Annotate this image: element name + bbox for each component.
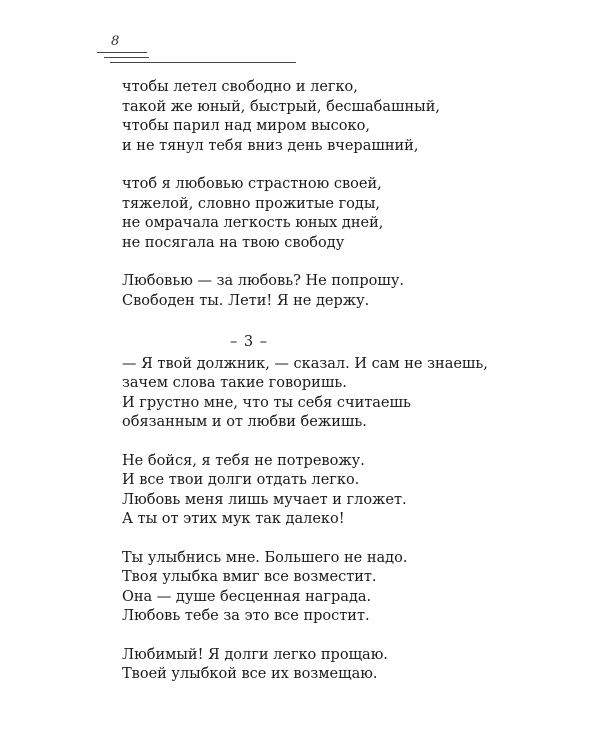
- poem-line: Любовью — за любовь? Не попрошу.: [122, 273, 405, 289]
- poem-line: Не бойся, я тебя не потревожу.: [122, 452, 365, 469]
- stanza: [122, 452, 488, 530]
- poem-line: И все твои долги отдать легко.: [122, 472, 360, 488]
- poem-line: обязанным и от любви бежишь.: [122, 414, 367, 430]
- poem-line: — Я твой должник, — сказал. И сам не знаешь,: [122, 355, 488, 372]
- header-rule: [110, 62, 296, 63]
- page-number: 8: [111, 34, 120, 49]
- poem-line: Она — душе бесценная награда.: [122, 588, 372, 605]
- poem-line: Любимый! Я долги легко прощаю.: [122, 646, 388, 663]
- poem-line: Твоя улыбка вмиг все возместит.: [122, 569, 377, 585]
- poem-text: [122, 78, 488, 704]
- poem-line: не омрачала легкость юных дней,: [122, 215, 384, 231]
- poem-line: такой же юный, быстрый, бесшабашный,: [122, 98, 440, 115]
- poem-line: Любовь меня лишь мучает и гложет.: [122, 491, 407, 508]
- section-marker: – 3 –: [230, 334, 268, 350]
- stanza: [122, 646, 488, 685]
- poem-line: и не тянул тебя вниз день вчерашний,: [122, 137, 419, 154]
- stanza: [122, 272, 488, 311]
- header-rule: [97, 52, 147, 53]
- stanza: [122, 355, 488, 433]
- poem-line: чтобы летел свободно и легко,: [122, 79, 358, 95]
- header-rule: [104, 57, 149, 58]
- stanza: [122, 175, 488, 253]
- poem-line: Любовь тебе за это все простит.: [122, 608, 370, 624]
- stanza: [122, 549, 488, 627]
- poem-line: чтобы парил над миром высоко,: [122, 118, 370, 134]
- stanza: [122, 78, 488, 156]
- poem-line: А ты от этих мук так далеко!: [122, 511, 345, 527]
- poem-line: чтоб я любовью страстною своей,: [122, 176, 382, 192]
- poem-line: Твоей улыбкой все их возмещаю.: [122, 666, 378, 682]
- poem-line: Ты улыбнись мне. Большего не надо.: [122, 549, 408, 566]
- poem-line: тяжелой, словно прожитые годы,: [122, 195, 380, 212]
- poem-line: Свободен ты. Лети! Я не держу.: [122, 292, 370, 309]
- poem-line: И грустно мне, что ты себя считаешь: [122, 394, 411, 411]
- poem-line: зачем слова такие говоришь.: [122, 375, 347, 391]
- poem-line: не посягала на твою свободу: [122, 234, 345, 251]
